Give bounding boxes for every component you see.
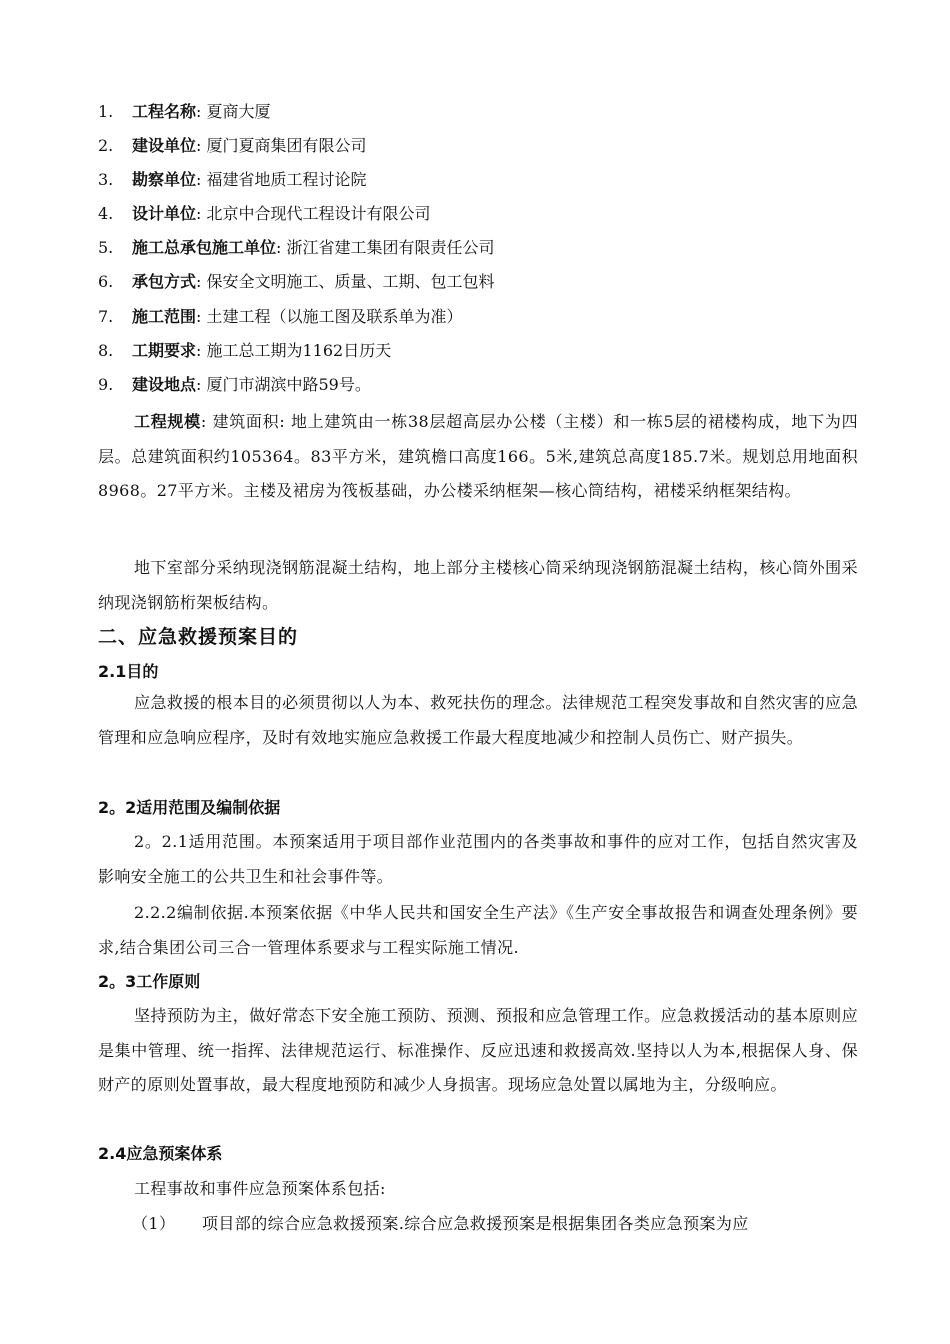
item-value: : 夏商大厦 <box>196 102 271 121</box>
item-number: 2. <box>98 136 114 155</box>
project-item-9 <box>98 370 371 400</box>
structure-paragraph: 地下室部分采纳现浇钢筋混凝土结构，地上部分主楼核心筒采纳现浇钢筋混凝土结构，核心筒外围采纳现浇钢筋桁架板结构。 <box>98 558 858 612</box>
project-item-6 <box>98 267 495 297</box>
item-label: 工程名称 <box>132 102 197 121</box>
subsection-heading-2-4: 2.4应急预案体系 <box>98 1144 223 1163</box>
item-number: 7. <box>98 307 114 326</box>
item-value: : 保安全文明施工、质量、工期、包工包料 <box>196 272 495 291</box>
subsection-heading-2-3: 2。3工作原则 <box>98 972 201 991</box>
item-value: : 福建省地质工程讨论院 <box>196 170 367 189</box>
project-item-8 <box>98 336 391 366</box>
item-number: 1. <box>98 102 114 121</box>
subsection-heading-2-2: 2。2适用范围及编制依据 <box>98 798 281 817</box>
project-item-1 <box>98 97 271 127</box>
item-number: 5. <box>98 238 114 257</box>
item-value: : 浙江省建工集团有限责任公司 <box>276 238 495 257</box>
item-value: : 厦门市湖滨中路59号。 <box>196 375 371 394</box>
system-list-item-1 <box>132 1209 749 1239</box>
item-number: 8. <box>98 341 114 360</box>
project-item-2 <box>98 131 367 161</box>
item-number: 6. <box>98 272 114 291</box>
item-value: : 土建工程（以施工图及联系单为准） <box>196 307 463 326</box>
project-item-4 <box>98 199 431 229</box>
item-value: : 北京中合现代工程设计有限公司 <box>196 204 431 223</box>
item-value: : 厦门夏商集团有限公司 <box>196 136 367 155</box>
item-label: 建设单位 <box>132 136 197 155</box>
project-item-5 <box>98 233 495 263</box>
purpose-paragraph: 应急救援的根本目的必须贯彻以人为本、救死扶伤的理念。法律规范工程突发事故和自然灾害的应急管理和应急响应程序，及时有效地实施应急救援工作最大程度地减少和控制人员伤亡、财产损失。 <box>98 693 858 747</box>
subsection-heading-2-1: 2.1目的 <box>98 662 159 681</box>
scale-text: : 建筑面积: 地上建筑由一栋38层超高层办公楼（主楼）和一栋5层的裙楼构成，地下为四层。总建筑面积约105364。83平方米，建筑檐口高度166。5米,建筑总高度185.7米。规划总用地面积8968。27平方米。主楼及裙房为筏板基础，办公楼采纳框架—核心筒结构，裙楼采纳框架结构。 <box>98 412 858 500</box>
item-number: 4. <box>98 204 114 223</box>
principles-paragraph: 坚持预防为主，做好常态下安全施工预防、预测、预报和应急管理工作。应急救援活动的基本原则应是集中管理、统一指挥、法律规范运行、标准操作、反应迅速和救援高效.坚持以人为本,根据保人身、保财产的原则处置事故，最大程度地预防和减少人身损害。现场应急处置以属地为主，分级响应。 <box>98 1006 858 1094</box>
item-label: 设计单位 <box>132 204 197 223</box>
item-label: 施工范围 <box>132 307 197 326</box>
scope-paragraph: 2。2.1适用范围。本预案适用于项目部作业范围内的各类事故和事件的应对工作，包括自然灾害及影响安全施工的公共卫生和社会事件等。 <box>98 832 858 886</box>
item-label: 承包方式 <box>132 272 197 291</box>
item-label: 工期要求 <box>132 341 197 360</box>
list-marker: （1） <box>132 1214 176 1233</box>
project-item-3 <box>98 165 367 195</box>
project-item-7 <box>98 302 463 332</box>
item-label: 施工总承包施工单位 <box>132 238 277 257</box>
item-label: 建设地点 <box>132 375 197 394</box>
project-scale-paragraph <box>98 405 858 509</box>
item-label: 勘察单位 <box>132 170 197 189</box>
scale-lead: 工程规模 <box>134 412 201 431</box>
system-intro-paragraph: 工程事故和事件应急预案体系包括: <box>134 1179 386 1198</box>
item-value: : 施工总工期为1162日历天 <box>196 341 392 360</box>
section-heading-2: 二、应急救援预案目的 <box>98 626 299 648</box>
list-item-text: 项目部的综合应急救援预案.综合应急救援预案是根据集团各类应急预案为应 <box>202 1214 749 1233</box>
basis-paragraph: 2.2.2编制依据.本预案依据《中华人民共和国安全生产法》《生产安全事故报告和调查处理条例》要求,结合集团公司三合一管理体系要求与工程实际施工情况. <box>98 903 858 957</box>
item-number: 3. <box>98 170 114 189</box>
item-number: 9. <box>98 375 114 394</box>
